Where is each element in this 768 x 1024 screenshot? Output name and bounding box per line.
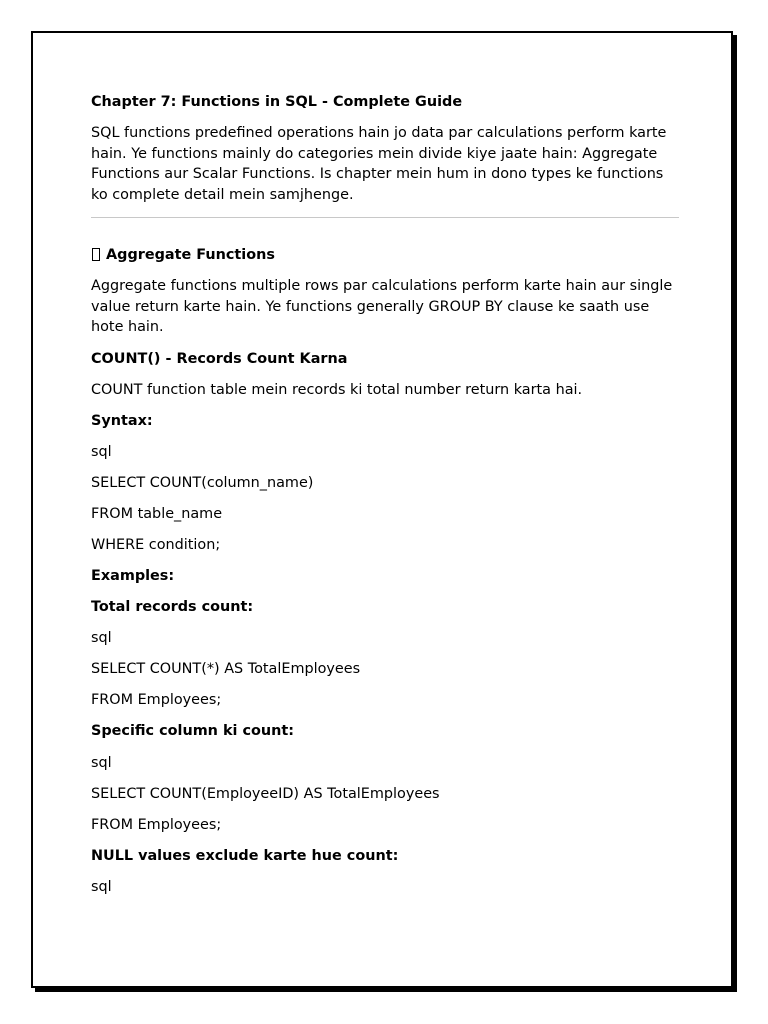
section-intro: Aggregate functions multiple rows par calculations perform karte hain aur single value return karte hain. Ye functions generally GROUP BY clause ke saath use hote hain.: [91, 277, 673, 336]
section-heading: [91, 245, 681, 265]
box-glyph-icon: [92, 248, 100, 261]
text-line: COUNT function table mein records ki total number return karta hai.: [91, 381, 583, 398]
chapter-intro: SQL functions predefined operations hain jo data par calculations perform karte hain. Ye functions mainly do categories mein divide kiye jaate hain: Aggregate Functions aur Scalar Functions. Is chapter mein hum in dono types ke functions ko complete detail mein samjhenge.: [91, 125, 667, 204]
text-line: FROM Employees;: [91, 816, 222, 833]
text-line: sql: [91, 754, 112, 771]
text-line: SELECT COUNT(*) AS TotalEmployees: [91, 661, 361, 678]
subheading: NULL values exclude karte hue count:: [91, 847, 399, 864]
section-divider: [91, 217, 679, 218]
subheading: Total records count:: [91, 599, 254, 616]
subheading: Syntax:: [91, 412, 153, 429]
content-lines: [91, 349, 681, 898]
text-line: sql: [91, 443, 112, 460]
document-page: [31, 31, 733, 988]
text-line: FROM Employees;: [91, 692, 222, 709]
text-line: SELECT COUNT(column_name): [91, 474, 314, 491]
text-line: sql: [91, 630, 112, 647]
text-line: SELECT COUNT(EmployeeID) AS TotalEmployees: [91, 785, 440, 802]
chapter-title: Chapter 7: Functions in SQL - Complete Guide: [91, 94, 463, 110]
subheading: Specific column ki count:: [91, 723, 294, 740]
subheading: COUNT() - Records Count Karna: [91, 350, 348, 367]
document-content: [91, 92, 681, 908]
text-line: sql: [91, 878, 112, 895]
section-heading-label: Aggregate Functions: [106, 246, 275, 263]
text-line: FROM table_name: [91, 505, 223, 522]
text-line: WHERE condition;: [91, 536, 221, 553]
subheading: Examples:: [91, 568, 175, 585]
